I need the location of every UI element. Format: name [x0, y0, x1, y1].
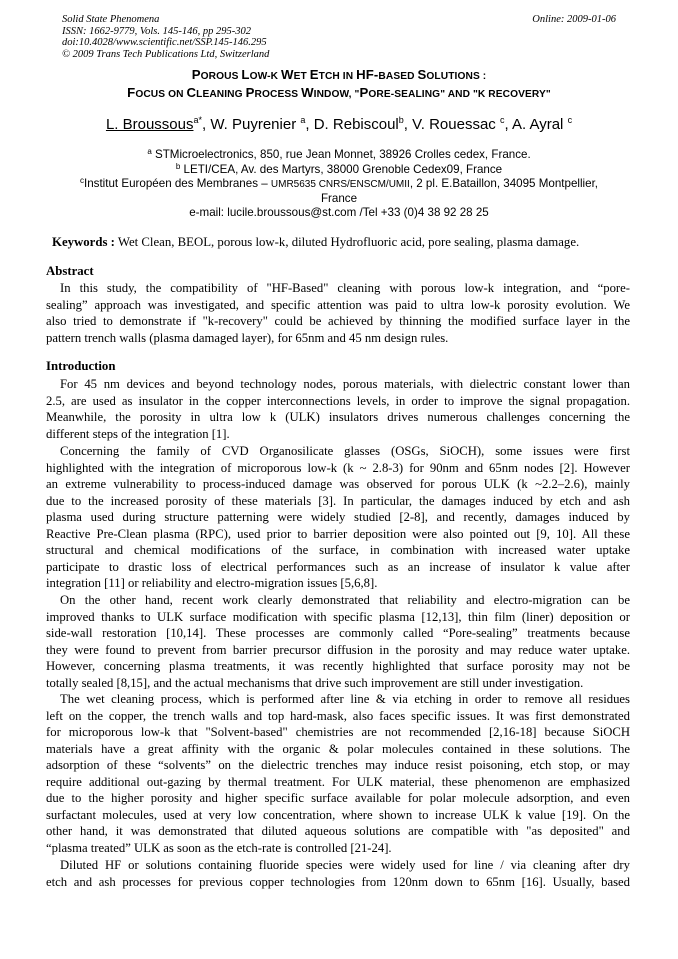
abstract-body	[46, 280, 630, 346]
text-line: plasma used during structure patterning were widely studied [2-8], and recently, damages induced by	[46, 510, 630, 524]
paper-title-line-2: FOCUS ON CLEANING PROCESS WINDOW, "PORE-SEALING" AND "K RECOVERY"	[127, 85, 551, 100]
journal-doi: doi:10.4028/www.scientific.net/SSP.145-146.295	[62, 37, 267, 49]
text-line: integration [11] or reliability and electro-migration issues [5,6,8].	[46, 576, 378, 590]
author-2: , W. Puyrenier	[202, 116, 297, 133]
intro-paragraph-2	[46, 443, 630, 592]
text-line: “plasma treated” ULK as soon as the etch-rate is controlled [21-24].	[46, 840, 392, 855]
text-line: sealing” approach was investigated, and specific attention was paid to ultra low-k porosity evolution. We	[46, 297, 630, 312]
text-line: participate to drastic loss of electrical performances such as an increase of insulator k value after	[46, 559, 630, 574]
author-1: L. Broussous	[105, 116, 194, 133]
keywords-text: Wet Clean, BEOL, porous low-k, diluted Hydrofluoric acid, pore sealing, plasma damage.	[114, 235, 580, 249]
keywords	[52, 234, 632, 250]
journal-name: Solid State Phenomena	[62, 14, 160, 25]
text-line: materials have a great affinity with the organic & polar molecules contained in these solutions. The	[46, 741, 630, 756]
author-4-affil: c	[499, 115, 505, 125]
introduction-heading: Introduction	[46, 359, 116, 373]
text-line: Reactive Pre-Clean plasma (RPC), used prior to barrier deposition were also pointed out [9, 10]. All these	[46, 526, 630, 541]
text-line: they were found to prevent from barrier precursor diffusion in the porosity and may reduce water uptake.	[46, 642, 630, 657]
text-line: The wet cleaning process, which is performed after line & via etching in order to remove all residues	[60, 692, 630, 706]
author-3-affil: b	[398, 115, 404, 125]
journal-issn: ISSN: 1662-9779, Vols. 145-146, pp 295-302	[62, 25, 251, 37]
text-line: In this study, the compatibility of "HF-Based" cleaning with porous low-k integration, and “pore-	[60, 281, 630, 295]
affiliation-a: $^a$ STMicroelectronics, 850, rue Jean Monnet, 38926 Crolles cedex, France.	[147, 147, 531, 161]
text-line: left on the copper, the trench walls and top hard-mask, also faces specific issues. It was first demonstrated	[46, 708, 630, 723]
contact-email: e-mail: lucile.broussous@st.com /Tel +33 (0)4 38 92 28 25	[189, 206, 489, 220]
author-4: , V. Rouessac	[403, 116, 496, 133]
text-line: side-wall restoration [10,14]. These processes are commonly called “Pore-sealing” treatments because	[46, 626, 630, 640]
author-5: , A. Ayral	[504, 116, 564, 133]
text-line: due to the higher porosity and higher specific surface available for polar molecule adsorption, and even	[46, 791, 630, 805]
text-line: 2.5, are used as insulator in the copper interconnections levels, in order to improve the signal propagation.	[46, 393, 630, 408]
text-line: surfactant molecules, used at very low concentration, where shown to increase ULK k value [19]. On the	[46, 807, 630, 822]
keywords-label: Keywords :	[52, 235, 115, 249]
author-list	[30, 116, 648, 134]
text-line: improved thanks to ULK surface modification with specific plasma [12,13], thin film (liner) deposition or	[46, 609, 630, 624]
affiliation-c-country: France	[320, 191, 358, 205]
text-line: also tried to demonstrate if "k-recovery" could be achieved by thinning the modified surface layer in the	[46, 314, 630, 328]
journal-copyright: © 2009 Trans Tech Publications Ltd, Switzerland	[62, 48, 270, 60]
text-line: Concerning the family of CVD Organosilicate glasses (OSGs, SiOCH), some issues were first	[60, 444, 630, 458]
intro-paragraph-3	[46, 592, 630, 691]
journal-header	[62, 14, 269, 60]
text-line: due to the increased porosity of these materials [3]. In particular, the damages induced by etch and ash	[46, 493, 630, 508]
text-line: other hand, it was demonstrated that diluted aqueous solutions are compatible with "as deposited" and	[46, 824, 630, 838]
author-5-affil: c	[567, 115, 573, 125]
text-line: adsorption of these “solvents” on the dielectric trenches may induce resist poisoning, etch stop, or may	[46, 758, 630, 772]
text-line: However, concerning plasma treatments, it was recently highlighted that surface porosity may not be	[46, 659, 630, 673]
text-line: structural and chemical modifications of the surface, in combination with increased water uptake	[46, 543, 630, 557]
text-line: Meanwhile, the porosity in ultra low k (ULK) insulators drives numerous challenges concerning the	[46, 410, 630, 424]
text-line: Diluted HF or solutions containing fluoride species were widely used for line / via cleaning after dry	[60, 858, 630, 872]
text-line: pattern trench walls (plasma damaged layer), for 65nm and 45 nm design rules.	[46, 330, 449, 345]
paper-title-line-1: POROUS LOW-K WET ETCH IN HF-BASED SOLUTIONS :	[191, 67, 487, 82]
author-2-affil: a	[300, 115, 306, 125]
author-1-affil: a*	[193, 115, 202, 125]
text-line: different steps of the integration [1].	[46, 426, 230, 441]
text-line: an extreme vulnerability to process-induced damage was observed for porous ULK (k ~2.2–2.6), mainly	[46, 477, 630, 491]
affiliation-c: $^c$Institut Européen des Membranes – UMR5635 CNRS/ENSCM/UMII, 2 pl. E.Bataillon, 34095 Montpellier,	[79, 176, 599, 191]
affiliation-b: $^b$ LETI/CEA, Av. des Martyrs, 38000 Grenoble Cedex09, France	[175, 161, 503, 176]
text-line: etch and ash processes for previous copper technologies from 120nm down to 65nm [16]. Usually, based	[46, 874, 630, 889]
abstract-heading: Abstract	[46, 264, 94, 278]
text-line: totally sealed [8,15], and the actual mechanisms that drive such improvement are still under investigation.	[46, 675, 584, 690]
text-line: require additional out-gazing by thermal treatment. For ULK material, these phenomenon are emphasized	[46, 774, 630, 789]
author-3: , D. Rebiscoul	[305, 116, 399, 133]
intro-paragraph-1	[46, 376, 630, 442]
text-line: for microporous low-k that "Solvent-based" chemistries are not recommended [2,16-18] because SiOCH	[46, 725, 630, 739]
text-line: On the other hand, recent work clearly demonstrated that reliability and electro-migration can be	[60, 593, 630, 607]
intro-paragraph-4	[46, 691, 630, 856]
intro-paragraph-5	[46, 857, 630, 890]
text-line: highlighted with the integration of microporous low-k (k ~ 2.8-3) for 90nm and 65nm nodes [2]. However	[46, 460, 630, 475]
text-line: For 45 nm devices and beyond technology nodes, porous materials, with dielectric constant lower than	[60, 377, 630, 391]
online-date: Online: 2009-01-06	[532, 14, 616, 25]
